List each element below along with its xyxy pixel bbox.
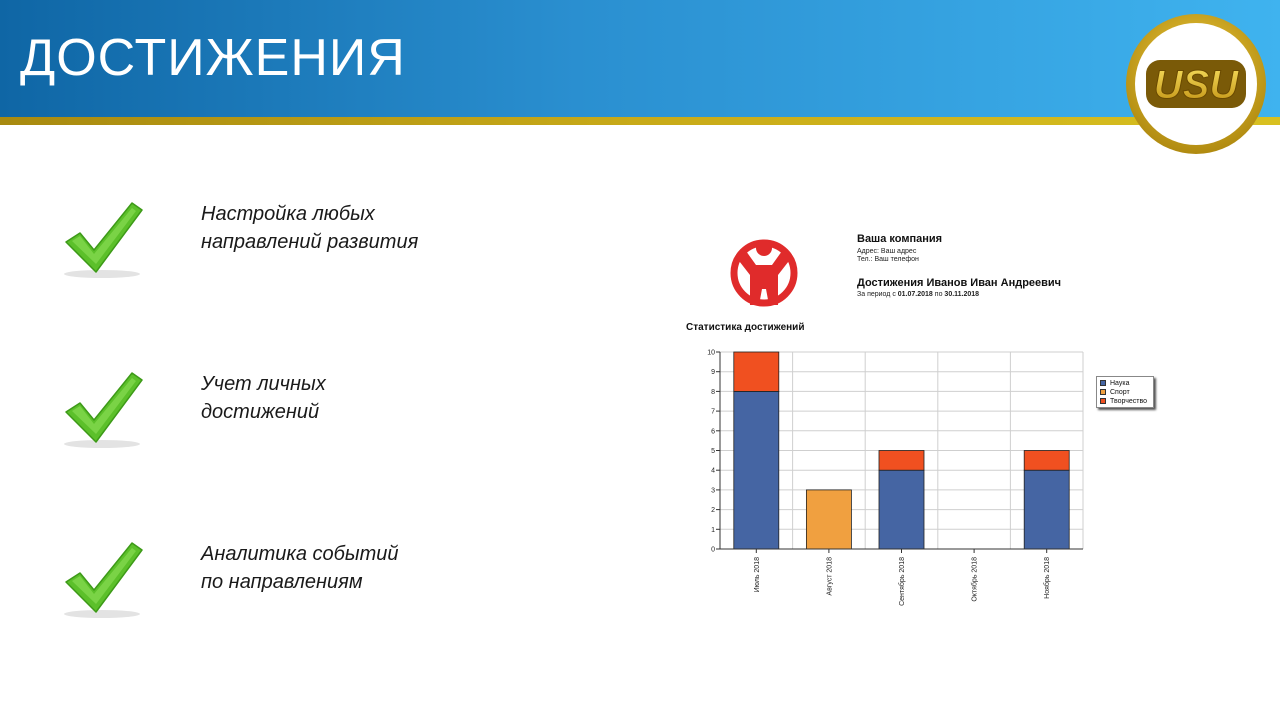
y-tick-label: 8 xyxy=(711,388,715,396)
report-title: Достижения Иванов Иван Андреевич xyxy=(857,277,1062,289)
company-name: Ваша компания xyxy=(857,233,943,245)
y-tick-label: 6 xyxy=(711,428,715,436)
feature-item xyxy=(58,200,618,290)
legend-item: Творчество xyxy=(1100,397,1153,406)
y-tick-label: 9 xyxy=(711,369,715,377)
legend-item: Наука xyxy=(1100,379,1153,388)
legend-swatch xyxy=(1100,389,1106,395)
legend-swatch xyxy=(1100,380,1106,386)
bar-segment xyxy=(734,352,779,391)
x-tick-label: Июль 2018 xyxy=(753,557,761,593)
y-tick-label: 3 xyxy=(711,487,715,495)
usu-logo xyxy=(1124,12,1268,156)
y-tick-label: 5 xyxy=(711,448,715,455)
bar-segment xyxy=(879,470,924,549)
x-tick-label: Ноябрь 2018 xyxy=(1044,557,1052,599)
feature-text: Учет личных достижений xyxy=(201,373,326,423)
chart-legend xyxy=(1096,376,1154,408)
y-tick-label: 7 xyxy=(711,408,715,416)
checkmark-icon xyxy=(58,540,150,620)
chart-title: Статистика достижений xyxy=(686,322,805,333)
svg-text:USU: USU xyxy=(1153,63,1239,107)
bar-segment xyxy=(879,451,924,471)
y-tick-label: 10 xyxy=(707,349,715,357)
bar-segment xyxy=(734,391,779,549)
header-stripe xyxy=(0,117,1280,125)
x-tick-label: Сентябрь 2018 xyxy=(899,557,906,606)
feature-text: Настройка любых направлений развития xyxy=(201,203,419,253)
checkmark-icon xyxy=(58,370,150,450)
page-title: ДОСТИЖЕНИЯ xyxy=(20,29,406,87)
y-tick-label: 1 xyxy=(711,526,715,534)
legend-item: Спорт xyxy=(1100,388,1153,397)
feature-text: Аналитика событий по направлениям xyxy=(201,543,399,593)
y-tick-label: 0 xyxy=(711,546,715,554)
bar-segment xyxy=(1024,470,1069,549)
report-period: За период с 01.07.2018 по 30.11.2018 xyxy=(857,291,980,298)
checkmark-icon xyxy=(58,200,150,280)
x-tick-label: Август 2018 xyxy=(826,557,834,596)
company-phone: Тел.: Ваш телефон xyxy=(857,256,919,263)
bar-segment xyxy=(1024,451,1069,471)
x-tick-label: Октябрь 2018 xyxy=(971,557,979,602)
y-tick-label: 4 xyxy=(711,467,715,475)
company-address: Адрес: Ваш адрес xyxy=(857,248,917,255)
y-tick-label: 2 xyxy=(711,507,715,515)
child-figure-icon xyxy=(724,233,804,313)
feature-item xyxy=(58,370,618,460)
bar-segment xyxy=(806,490,851,549)
legend-swatch xyxy=(1100,398,1106,404)
achievement-chart xyxy=(680,340,1160,620)
feature-item xyxy=(58,540,618,630)
